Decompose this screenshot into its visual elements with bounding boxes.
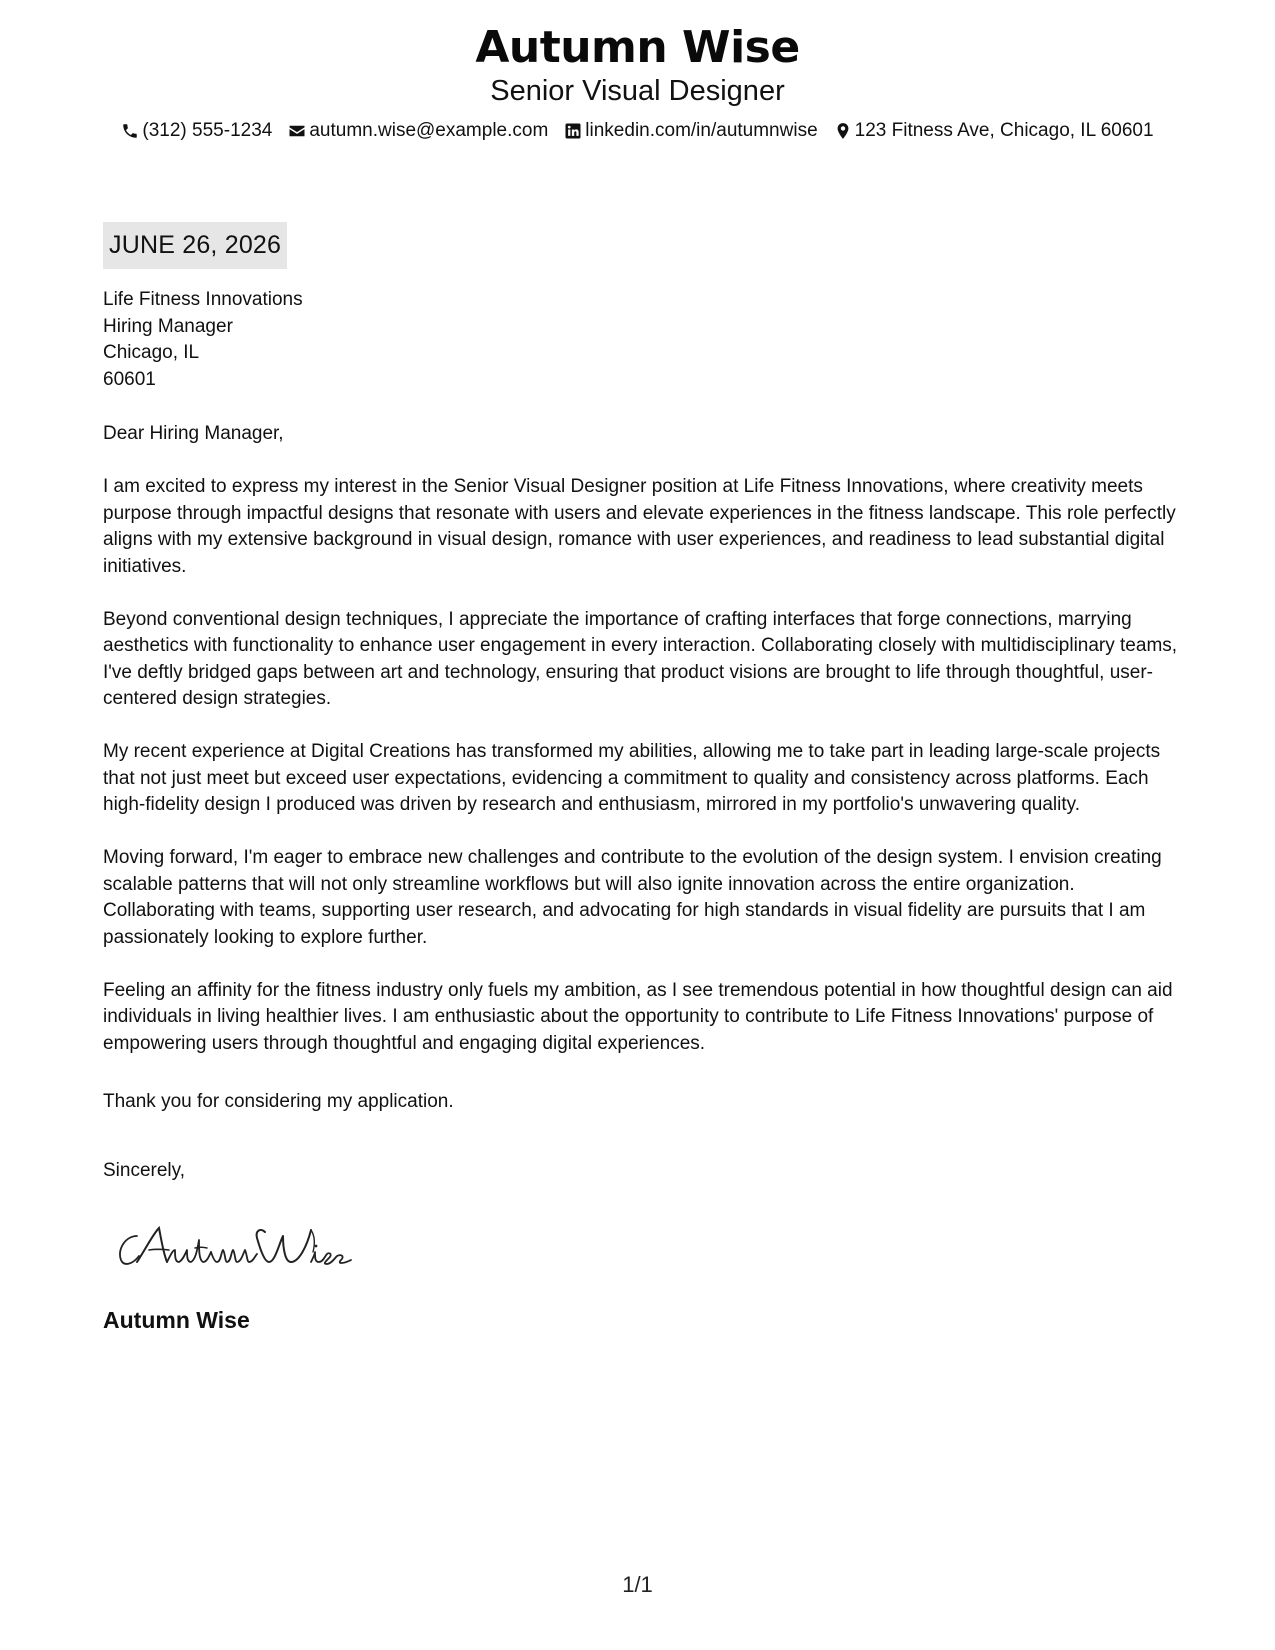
- recipient-zip: 60601: [103, 368, 156, 390]
- letter-date: JUNE 26, 2026: [103, 222, 287, 269]
- recipient-block: [103, 287, 303, 393]
- body-paragraph: Feeling an affinity for the fitness industry only fuels my ambition, as I see tremendous potential in how thoughtful design can aid individuals in living healthier lives. I am enthusiastic about the opportunity to contribute to Life Fitness Innovations' purpose of empowering users through thoughtful and engaging digital experiences.: [103, 979, 1173, 1054]
- recipient-city: Chicago, IL: [103, 342, 200, 363]
- body-paragraph: I am excited to express my interest in the Senior Visual Designer position at Life Fitness Innovations, where creativity meets purpose through impactful designs that resonate with users and elevate experiences in the fitness landscape. This role perfectly aligns with my extensive background in visual design, romance with user experiences, and readiness to lead substantial digital initiatives.: [103, 476, 1176, 577]
- letter-header: [0, 22, 1275, 143]
- body-paragraph: My recent experience at Digital Creations has transformed my abilities, allowing me to take part in leading large-scale projects that not just meet but exceed user expectations, evidencing a commitment to quality and consistency across platforms. Each high-fidelity design I produced was driven by research and enthusiasm, mirrored in my portfolio's unwavering quality.: [103, 741, 1161, 815]
- map-pin-icon: [834, 122, 852, 140]
- email-text: autumn.wise@example.com: [309, 120, 549, 141]
- body-paragraph: Beyond conventional design techniques, I appreciate the importance of crafting interfaces that forge connections, marrying aesthetics with functionality to enhance user engagement in every interaction. Collaborating closely with multidisciplinary teams, I've deftly bridged gaps between art and technology, ensuring that product visions are brought to life through thoughtful, user-centered design strategies.: [103, 608, 1178, 709]
- recipient-role: Hiring Manager: [103, 315, 233, 337]
- page-number: 1/1: [622, 1572, 653, 1597]
- sender-name: Autumn Wise: [475, 22, 800, 73]
- contact-linkedin[interactable]: [564, 119, 817, 143]
- contact-phone: [121, 119, 272, 143]
- handwritten-signature: [115, 1222, 355, 1272]
- linkedin-text: linkedin.com/in/autumnwise: [585, 120, 818, 141]
- address-text: 123 Fitness Ave, Chicago, IL 60601: [854, 120, 1154, 141]
- letter-body: [103, 474, 1183, 1084]
- envelope-icon: [288, 122, 306, 140]
- phone-icon: [121, 122, 139, 140]
- closing-line: Thank you for considering my application.: [103, 1091, 454, 1112]
- contact-row: [0, 119, 1275, 143]
- signer-name: Autumn Wise: [103, 1307, 250, 1333]
- signoff: Sincerely,: [103, 1160, 186, 1181]
- contact-address: [834, 119, 1154, 143]
- recipient-company: Life Fitness Innovations: [103, 289, 303, 310]
- salutation: Dear Hiring Manager,: [103, 423, 284, 444]
- linkedin-icon: [564, 122, 582, 140]
- phone-text: (312) 555-1234: [142, 120, 273, 141]
- body-paragraph: Moving forward, I'm eager to embrace new challenges and contribute to the evolution of the design system. I envision creating scalable patterns that will not only streamline workflows but will also ignite innovation across the entire organization. Collaborating with teams, supporting user research, and advocating for high standards in visual fidelity are pursuits that I am passionately looking to explore further.: [103, 847, 1162, 948]
- contact-email[interactable]: [288, 119, 548, 143]
- sender-title: Senior Visual Designer: [490, 75, 785, 107]
